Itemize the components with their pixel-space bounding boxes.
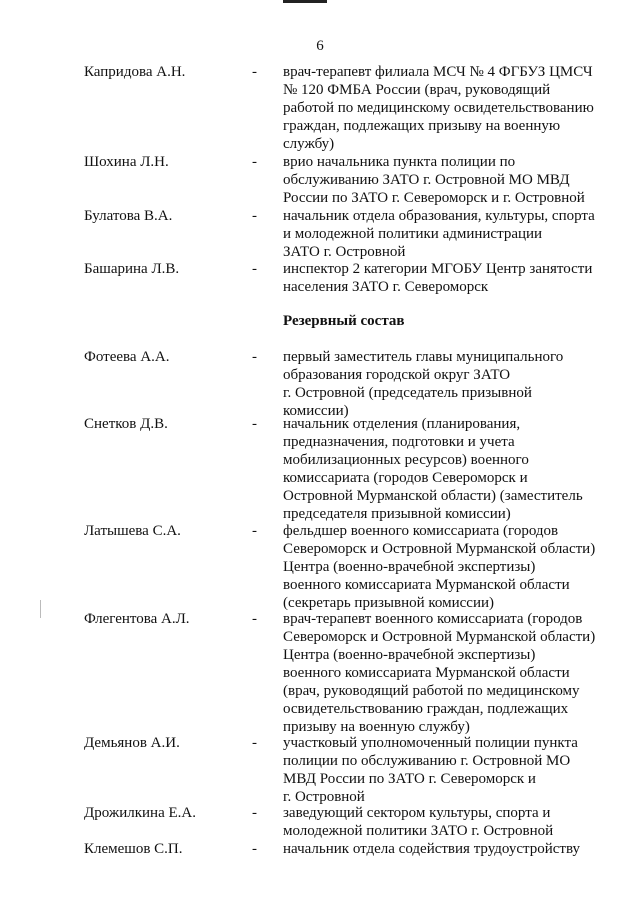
position-line: образования городской округ ЗАТО	[283, 367, 511, 383]
member-name: Башарина Л.В.	[84, 261, 180, 277]
member-name: Снетков Д.В.	[84, 416, 168, 432]
position-line: предназначения, подготовки и учета	[283, 434, 515, 450]
dash-separator: -	[252, 805, 257, 821]
position-line: Центра (военно-врачебной экспертизы)	[283, 647, 536, 663]
position-line: России по ЗАТО г. Североморск и г. Островной	[283, 190, 585, 206]
position-line: начальник отдела содействия трудоустройству	[283, 841, 581, 857]
position-line: г. Островной (председатель призывной	[283, 385, 532, 401]
dash-separator: -	[252, 523, 257, 539]
position-line: работой по медицинскому освидетельствованию	[283, 100, 594, 116]
position-line: службу)	[283, 136, 335, 152]
position-line: и молодежной политики администрации	[283, 226, 543, 242]
member-position	[283, 804, 603, 840]
position-line: заведующий сектором культуры, спорта и	[283, 805, 551, 821]
position-line: фельдшер военного комиссариата (городов	[283, 523, 559, 539]
dash-separator: -	[252, 611, 257, 627]
member-position	[283, 734, 603, 806]
page-number: 6	[316, 38, 324, 54]
position-line: председателя призывной комиссии)	[283, 506, 511, 522]
member-name: Латышева С.А.	[84, 523, 181, 539]
dash-separator: -	[252, 416, 257, 432]
position-line: Североморск и Островной Мурманской области)	[283, 541, 596, 557]
position-line: первый заместитель главы муниципального	[283, 349, 564, 365]
member-name: Клемешов С.П.	[84, 841, 183, 857]
position-line: Центра (военно-врачебной экспертизы)	[283, 559, 536, 575]
position-line: военного комиссариата Мурманской области	[283, 665, 570, 681]
position-line: № 120 ФМБА России (врач, руководящий	[283, 82, 551, 98]
position-line: комиссариата (городов Североморск и	[283, 470, 528, 486]
position-line: населения ЗАТО г. Североморск	[283, 279, 489, 295]
dash-separator: -	[252, 735, 257, 751]
position-line: начальник отдела образования, культуры, спорта	[283, 208, 595, 224]
position-line: комиссии)	[283, 403, 349, 419]
member-name: Флегентова А.Л.	[84, 611, 190, 627]
position-line: Островной Мурманской области) (заместитель	[283, 488, 583, 504]
member-name: Демьянов А.И.	[84, 735, 180, 751]
position-line: ЗАТО г. Островной	[283, 244, 406, 260]
member-name: Дрожилкина Е.А.	[84, 805, 196, 821]
top-rule	[283, 0, 327, 3]
dash-separator: -	[252, 154, 257, 170]
member-position	[283, 610, 603, 736]
position-line: (секретарь призывной комиссии)	[283, 595, 494, 611]
member-position	[283, 207, 603, 261]
margin-mark	[40, 600, 41, 618]
position-line: освидетельствованию граждан, подлежащих	[283, 701, 569, 717]
position-line: врач-терапевт филиала МСЧ № 4 ФГБУЗ ЦМСЧ	[283, 64, 593, 80]
member-position	[283, 260, 603, 296]
dash-separator: -	[252, 64, 257, 80]
position-line: начальник отделения (планирования,	[283, 416, 521, 432]
position-line: молодежной политики ЗАТО г. Островной	[283, 823, 554, 839]
member-name: Капридова А.Н.	[84, 64, 186, 80]
position-line: полиции по обслуживанию г. Островной МО	[283, 753, 571, 769]
position-line: г. Островной	[283, 789, 365, 805]
member-position	[283, 415, 603, 523]
dash-separator: -	[252, 208, 257, 224]
position-line: МВД России по ЗАТО г. Североморск и	[283, 771, 536, 787]
member-position	[283, 522, 603, 612]
member-name: Шохина Л.Н.	[84, 154, 169, 170]
position-line: мобилизационных ресурсов) военного	[283, 452, 529, 468]
position-line: военного комиссариата Мурманской области	[283, 577, 570, 593]
member-name: Фотеева А.А.	[84, 349, 170, 365]
position-line: обслуживанию ЗАТО г. Островной МО МВД	[283, 172, 570, 188]
member-name: Булатова В.А.	[84, 208, 173, 224]
member-position	[283, 63, 603, 153]
position-line: врио начальника пункта полиции по	[283, 154, 516, 170]
dash-separator: -	[252, 841, 257, 857]
member-position	[283, 840, 603, 858]
position-line: призыву на военную службу)	[283, 719, 470, 735]
member-position	[283, 348, 603, 420]
position-line: граждан, подлежащих призыву на военную	[283, 118, 561, 134]
position-line: инспектор 2 категории МГОБУ Центр занятости	[283, 261, 593, 277]
dash-separator: -	[252, 349, 257, 365]
position-line: Североморск и Островной Мурманской области)	[283, 629, 596, 645]
reserve-section-title: Резервный состав	[283, 313, 405, 329]
member-position	[283, 153, 603, 207]
position-line: (врач, руководящий работой по медицинскому	[283, 683, 580, 699]
dash-separator: -	[252, 261, 257, 277]
position-line: участковый уполномоченный полиции пункта	[283, 735, 578, 751]
position-line: врач-терапевт военного комиссариата (городов	[283, 611, 583, 627]
